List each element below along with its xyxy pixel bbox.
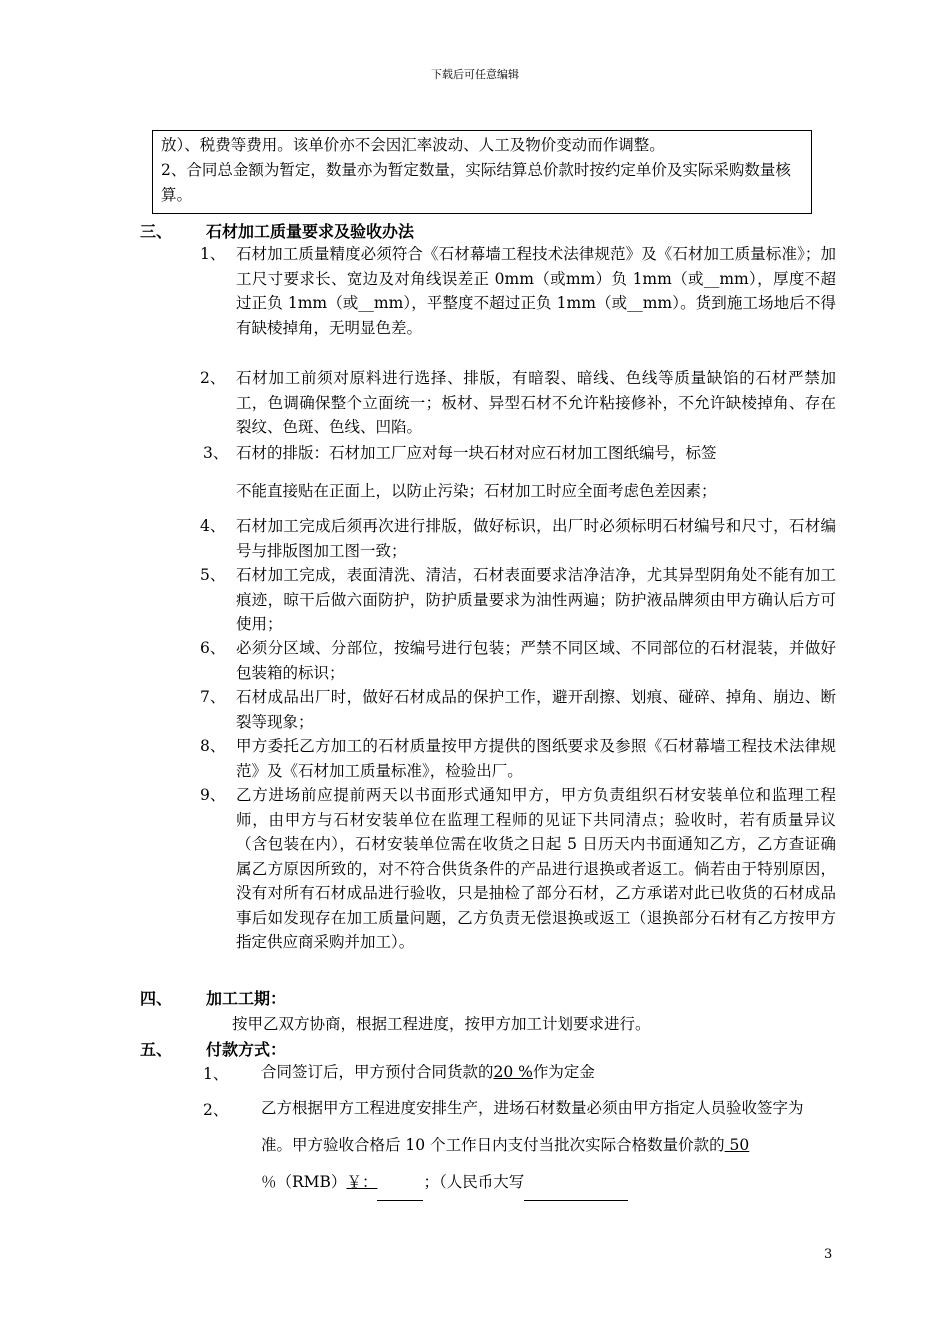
section-4-num: 四、 bbox=[140, 989, 173, 1008]
s3-item-4-text: 石材加工完成后须再次进行排版，做好标识，出厂时必须标明石材编号和尺寸，石材编号与排版图加工图一致； bbox=[236, 517, 836, 560]
section-4-title: 加工工期： bbox=[206, 989, 287, 1008]
s3-item-1-num: 1、 bbox=[200, 245, 226, 263]
s3-item-4 bbox=[200, 514, 836, 563]
section-4-heading bbox=[140, 986, 286, 1009]
s3-item-7-text: 石材成品出厂时，做好石材成品的保护工作，避开刮擦、划痕、碰碎、掉角、崩边、断裂等现象； bbox=[236, 688, 836, 731]
s3-item-7 bbox=[200, 685, 836, 734]
s3-item-9-num: 9、 bbox=[200, 786, 226, 804]
s3-item-2-num: 2、 bbox=[200, 369, 226, 387]
s5-item-1-pct: 20 % bbox=[493, 1063, 533, 1081]
header-note: 下载后可任意编辑 bbox=[431, 68, 519, 81]
s5-item-2-post: ；（人民币大写 bbox=[423, 1173, 525, 1191]
s3-item-8-num: 8、 bbox=[200, 737, 226, 755]
s3-item-5-text: 石材加工完成，表面清洗、清洁，石材表面要求洁净洁净，尤其异型阴角处不能有加工痕迹，晾干后做六面防护，防护质量要求为油性两遍；防护液品牌须由甲方确认后方可使用； bbox=[236, 566, 836, 633]
section-3-title: 石材加工质量要求及验收办法 bbox=[206, 222, 415, 241]
s5-item-2-num: 2、 bbox=[203, 1101, 229, 1119]
s3-item-3 bbox=[200, 441, 836, 466]
s3-item-1 bbox=[200, 242, 836, 340]
amount-words-blank[interactable] bbox=[524, 1183, 628, 1201]
s3-item-2-text: 石材加工前须对原料进行选择、排版，有暗裂、暗线、色线等质量缺馅的石材严禁加工，色调确保整个立面统一；板材、异型石材不允许粘接修补，不允许缺棱掉角、存在裂纹、色斑、色线、凹陷。 bbox=[236, 369, 836, 436]
box-line-2: 2、合同总金额为暂定，数量亦为暂定数量，实际结算总价款时按约定单价及实际采购数量核算。 bbox=[161, 161, 791, 204]
s5-item-2-mid: ％（RMB） bbox=[261, 1173, 347, 1191]
s3-item-8-text: 甲方委托乙方加工的石材质量按甲方提供的图纸要求及参照《石材幕墙工程技术法律规范》及《石材加工质量标准》，检验出厂。 bbox=[236, 737, 836, 780]
s5-item-2-text: 乙方根据甲方工程进度安排生产，进场石材数量必须由甲方指定人员验收签字为准。甲方验收合格后 10 个工作日内支付当批次实际合格数量价款的 bbox=[261, 1099, 804, 1154]
section-5-num: 五、 bbox=[140, 1040, 173, 1059]
s3-item-5-num: 5、 bbox=[200, 566, 226, 584]
s5-item-2-yen: ￥： bbox=[346, 1173, 378, 1191]
amount-blank[interactable] bbox=[377, 1183, 423, 1201]
s3-item-4-num: 4、 bbox=[200, 517, 226, 535]
section-3-num: 三、 bbox=[140, 222, 173, 241]
s5-item-1 bbox=[203, 1060, 833, 1084]
s3-item-9 bbox=[200, 783, 836, 955]
s3-item-3-num: 3、 bbox=[203, 444, 229, 462]
section-3-heading bbox=[140, 219, 414, 242]
section-4-text: 按甲乙双方协商，根据工程进度，按甲方加工计划要求进行。 bbox=[232, 1015, 651, 1033]
section-5-heading bbox=[140, 1037, 286, 1060]
s3-item-3-cont-text: 不能直接贴在正面上，以防止污染；石材加工时应全面考虑色差因素； bbox=[236, 482, 717, 500]
s5-item-1-pre: 合同签订后，甲方预付合同货款的 bbox=[261, 1063, 494, 1081]
s3-item-1-text: 石材加工质量精度必须符合《石材幕墙工程技术法律规范》及《石材加工质量标准》；加工尺寸要求长、宽边及对角线误差正 0mm（或mm）负 1mm（或__mm），厚度不超过正负 1mm（或__mm），平整度不超过正负 1mm（或__mm）。货到施工场地后不得有缺棱掉角，无明显色差。 bbox=[236, 245, 836, 337]
s5-item-2 bbox=[203, 1090, 833, 1201]
s3-item-7-num: 7、 bbox=[200, 688, 226, 706]
box-line-1: 放）、税费等费用。该单价亦不会因汇率波动、人工及物价变动而作调整。 bbox=[161, 136, 665, 154]
s3-item-2 bbox=[200, 366, 836, 440]
s3-item-5 bbox=[200, 563, 836, 637]
s3-item-6-num: 6、 bbox=[200, 639, 226, 657]
s5-item-1-num: 1、 bbox=[203, 1065, 229, 1083]
boxed-clause bbox=[152, 130, 812, 214]
page-number: 3 bbox=[824, 1247, 833, 1262]
s5-item-2-pct: 50 bbox=[724, 1136, 750, 1154]
s3-item-6-text: 必须分区域、分部位，按编号进行包装；严禁不同区域、不同部位的石材混装，并做好包装箱的标识； bbox=[236, 639, 836, 682]
s3-item-8 bbox=[200, 734, 836, 783]
s3-item-3-text: 石材的排版：石材加工厂应对每一块石材对应石材加工图纸编号，标签 bbox=[236, 444, 717, 462]
s3-item-6 bbox=[200, 636, 836, 685]
section-5-title: 付款方式： bbox=[206, 1040, 287, 1059]
s5-item-1-post: 作为定金 bbox=[532, 1063, 595, 1081]
s3-item-3-cont bbox=[200, 479, 836, 504]
s3-item-9-text: 乙方进场前应提前两天以书面形式通知甲方，甲方负责组织石材安装单位和监理工程师，由甲方与石材安装单位在监理工程师的见证下共同清点；验收时，若有质量异议（含包装在内），石材安装单位需在收货之日起 5 日历天内书面通知乙方，乙方查证确属乙方原因所致的，对不符合供货条件的产品进行退换或者返工。倘若由于特别原因，没有对所有石材成品进行验收，只是抽检了部分石材，乙方承诺对此已收货的石材成品事后如发现存在加工质量问题，乙方负责无偿退换或返工（退换部分石材有乙方按甲方指定供应商采购并加工）。 bbox=[236, 786, 836, 951]
